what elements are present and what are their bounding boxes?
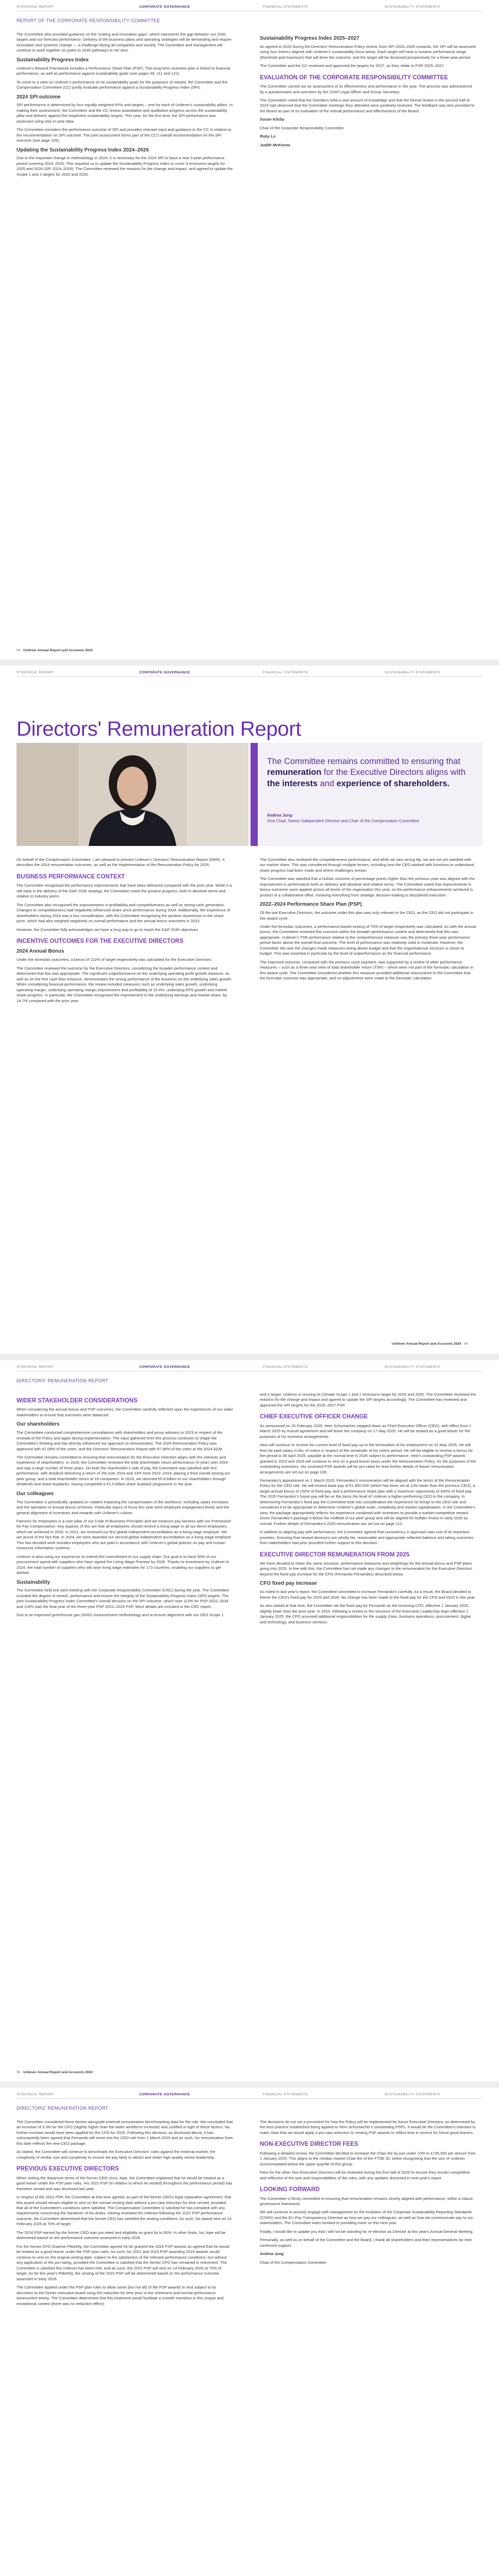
- body-paragraph: As noted in last year's report, the Committee committed to increase Fernando's carefully. As a result, the Board decided to freeze the CEO's fixed pay for 2025 and 2026. No change has been made to the fixed pay for the CFO and CEO in this year.: [260, 1589, 476, 1600]
- report-page-96: [0, 1360, 499, 2081]
- body-paragraph: Hein will continue to receive his current level of fixed pay up to the termination of his employment on 31 May 2025. He will then be paid salary in lieu of notice in respect of the remainder of his notice period. He will be eligible to receive a bonus for the period to 30 April 2025, payable at the normal time in 2026 subject to performance. Hein's outstanding PSP awards granted in 2023 and 2024 will continue to vest on a good-leaver basis under the Remuneration Policy, for the purposes of the outstanding incentives. His unvested PSP awards will be pro-rated for time further details of leaver remuneration arrangements are set out on page 199.: [260, 1443, 476, 1475]
- body-paragraph: Unilever's Reward Framework includes a Performance Share Plan (PSP). This long-term incentive plan is linked to financial performance, as well as performance against sustainability goals (see pages 46, 111 and 122).: [16, 65, 230, 76]
- body-paragraph: For the former CFO Graeme Pitkethly, the Committee agreed he be granted the 2024 PSP awards as agreed that he would be treated as a good leaver under the PSP plan rules. As such, his 2022 and 2023 PSP awarding 2019 awards would continue to vest on the original vesting date, subject to the satisfaction of the relevant performance conditions, but without any application of the pro-rating, provided the Committee is satisfied that the former CFO has remained in retirement. The Committee is satisfied this criterion has been met, and as such, the 2022 PSP will vest on 14 February 2025 at 70% of target. As for this year's Pitkethly, the vesting of the 2023 PSP will be determined based on the performance outcome assessed in early 2026.: [16, 2244, 229, 2281]
- body-paragraph: The Committee is periodically updated on matters impacting the compensation of the workforce, including salary increases and the operation of annual bonus schemes. Particular topics of focus this year were employee engagement levels and the general alignment of incentives and rewards with Unilever's culture.: [16, 1499, 229, 1515]
- section-heading: EVALUATION OF THE CORPORATE RESPONSIBILITY COMMITTEE: [260, 74, 448, 81]
- subheading: Sustainability Progress Index 2025–2027: [260, 36, 359, 41]
- body-paragraph: Chair of the Compensation Committee: [260, 2260, 327, 2265]
- body-paragraph: The Committee is firmly committed to ensuring that remuneration remains closely aligned with performance, within a robust governance framework.: [260, 2196, 473, 2206]
- body-paragraph: Under the formulaic outcomes, a performance-based vesting of 70% of target respectively was calculated. As with the annual bonus, the Committee reviewed this outcome within the broader performance context and determined that this was appropriate. Unilever's TSR performance relative to the comprehensive measure was the primary three-year performance period factor above the overall final outcome. The level of performance was relatively solid to moderate. However, the Committee did note the changes made measures being above budget and that the organisational structure is closer to budget. This was essential in particular by the level of outperformance as the financial performance.: [260, 924, 476, 956]
- body-paragraph: When setting the departure terms of the former CEO Unco Jope, the Committee explained that he would be treated as a good leaver under the PSP plan rules. His 2021 PSP (in relation to which he vested) throughout the performance period) has therefore vested and was disclosed last year.: [16, 2175, 232, 2191]
- body-paragraph: The decisions do not set a precedent for how the Policy will be implemented for future Executive Directors, as determined by the best practice established being applied to Hein Schumacher's outstanding PSPs. It would be the Committee's intention to make clear that we would apply a pro-rata reduction to vesting PSP awards to reflect time in service for future good leavers.: [260, 2120, 476, 2135]
- body-paragraph: The Committee was satisfied that a holistic outcome of percentage points higher than the previous year was aligned with the improvement in performance both on delivery and absolute and relative terms. The Committee noted that improvements in bonus outcomes were applied across all levels of the organisation this year, so the performance enhancements achieved is product of a collaborative effort, involving everything from strategic decision-making to disciplined execution.: [260, 876, 475, 897]
- page-footer: 94 Unilever Annual Report and Accounts 2024: [16, 649, 93, 652]
- report-page-95: [0, 666, 499, 1354]
- nav-sustainability-statements[interactable]: SUSTAINABILITY STATEMENTS: [385, 2093, 440, 2096]
- body-paragraph: and 2 target, Unilever is revising its Climate Scope 1 and 2 emissions target for 2025 and 2026. The Committee reviewed the reasons for the change and impact and agreed to update the SPI targets accordingly. The Committee has reviewed and approved the SPI targets for the 2025–2027 PSP.: [260, 1392, 476, 1408]
- portrait-illustration: [16, 743, 248, 846]
- body-paragraph: Chair of the Corporate Responsibility Committee: [260, 125, 344, 130]
- body-paragraph: The Committee also reviewed the competitiveness performance, and while we saw strong Bp, we are not yet satisfied with our market share. This was considered through multiple lenses, including how the CEO worked with functions to understand share progress had been made and where challenges remain.: [260, 857, 474, 873]
- subheading: Sustainability Progress Index: [16, 57, 89, 63]
- section-heading: INCENTIVE OUTCOMES FOR THE EXECUTIVE DIRECTORS: [16, 938, 184, 945]
- body-paragraph: However, the Committee fully acknowledges we have a long way to go to reach the GAP 2030 objectives.: [16, 927, 199, 932]
- body-paragraph: As agreed in 2023 during the Directors' Remuneration Policy review, from SPI 2024–2026 onwards, the SPI will be assessed using four metrics aligned with Unilever's sustainability focus areas. Each target will have a numeric performance range (threshold and maximum) that will drive the outcome, and the target will be disclosed prospectively for a three-year period.: [260, 44, 476, 60]
- signatory-name: Andrea Jung: [260, 2251, 284, 2257]
- nav-financial-statements[interactable]: FINANCIAL STATEMENTS: [263, 671, 308, 674]
- nav-corporate-governance[interactable]: CORPORATE GOVERNANCE: [139, 1365, 190, 1369]
- body-paragraph: On behalf of the Compensation Committee, I am pleased to present Unilever's Directors' Remuneration Report (DRR). It describes the 2024 remuneration outcomes, as well as the implementation of the Remuneration Policy for 2025.: [16, 857, 225, 868]
- body-paragraph: The Committee held one joint meeting with the Corporate Responsibility Committee (CRC) during the year. The Committee included the degree of stretch, performance and ensure the integrity of the Sustainability Progress Index (SPI) targets. The joint Sustainability Progress Index Committee's overall decision on the SPI outcome, which rose 113% for PSP 2022–2024 and 118% was the final year of the three-year PSP 2022–2024 PSP. More details are included in the CRC report.: [16, 1588, 229, 1609]
- signatory-name: Judith McKenna: [260, 142, 290, 147]
- report-page-97: [0, 2088, 499, 2576]
- body-paragraph: The Committee also provided guidance on the 'scaling and innovation gaps', which represents the gap between our 2030 targets and our forecast performance. Delivery of the business plans and operating strategies will be demanding and require innovation and systemic change — a challenge facing all companies and society. The Committee and management will continue to work together on paths to 2030 pathways to net zero.: [16, 32, 232, 53]
- nav-corporate-governance[interactable]: CORPORATE GOVERNANCE: [139, 5, 190, 9]
- body-paragraph: The Committee conducted comprehensive consultations with shareholders and proxy advisers in 2023 in respect of the renewal of the Policy and again during implementation. The input gathered from this process continues to shape the Committee's thinking and has directly influenced our approach to remuneration. The 2024 Remuneration Policy was approved with 97.09% of the votes, and the Directors' Remuneration Report with 97.96% of the votes at the 2024 AGM.: [16, 1430, 223, 1451]
- page-footer: 96 Unilever Annual Report and Accounts 2024: [16, 2071, 93, 2074]
- body-paragraph: The improved outcome, compared with the previous cycle payment, was supported by a review of other performance measures – such as a three-year view of total shareholder return (TSR) – which were not part of the formulaic calculation in this award cycle. The Committee considered whether this measure provided additional reassurance to the Committee that the formulaic outcome was appropriate, and no adjustments were made to the formulaic calculation.: [260, 959, 474, 981]
- signatory-name: Susan Kilsby: [260, 117, 285, 122]
- body-paragraph: The Committee remains committed to ensuring that remuneration for the Executive Directors aligns with the interests and experience of shareholders. In 2024, the Committee reviewed the total shareholder return performance (5-year) over 2024 and saw a large number of three years. On both the shareholder's side of pay, the Committee was satisfied with this performance, with dividend delivering a return of 3% over 2024 and 33% from 2022–2024, placing it third overall among our peer group, and a total shareholder return of 18 companies. In 2024, we returned €5.8 billion to our shareholders through dividends and share buybacks, having completed a €1.5 billion share buyback programme in the year.: [16, 1454, 230, 1487]
- body-paragraph: Unilever is also using our experience to extend this commitment to our supply chain. Our goal is to have 50% of our procurement spend with suppliers who have signed the Living Wage Promise by 2026. Thanks to investment by Unilever in 2024, the total number of suppliers who will raise living wage estimates for 173 countries, enabling our suppliers to get started.: [16, 1554, 229, 1575]
- body-paragraph: Fees for the other Non-Executive Directors will be reviewed during the first half of 2025 to ensure they remain competitive and reflective of the size and responsibilities of the roles, with any updates disclosed in next year's report.: [260, 2170, 470, 2180]
- nav-sustainability-statements[interactable]: SUSTAINABILITY STATEMENTS: [385, 1365, 440, 1369]
- subheading: 2024 Annual Bonus: [16, 948, 64, 955]
- subheading: Updating the Sustainability Progress Index 2024–2026: [16, 147, 149, 153]
- body-paragraph: Due to an improved greenhouse gas (GHG) measurement methodology and to ensure alignment with our GES Scope 1: [16, 1613, 224, 1618]
- quote-signature: Andrea Jung Vice Chair, Senior Independent Director and Chair of the Compensation Committee: [267, 813, 419, 824]
- nav-strategic-report[interactable]: STRATEGIC REPORT: [16, 2093, 54, 2096]
- subheading: CFO fixed pay increase: [260, 1581, 317, 1587]
- body-paragraph: The Committee noted that the members held a vast amount of knowledge and that the formal review in the second half of 2024 had observed that the Committee meetings they attended were positively received. The feedback was also provided to the Board as part of its evaluation of the overall performance and effectiveness of the Board.: [260, 97, 475, 113]
- body-paragraph: We have decided to retain the same structure, performance measures and weightings for the annual bonus and PSP plans going into 2025. In line with this, the Committee has not made any changes to the remuneration for the Executive Directors beyond the fixed pay increase for the CFO (Fernando Fernandez) described below.: [260, 1561, 472, 1577]
- section-heading: EXECUTIVE DIRECTOR REMUNERATION FROM 2025: [260, 1551, 410, 1558]
- body-paragraph: Personally, as well as on behalf of the Committee and the Board, I thank all shareholders and their representatives for their continued support.: [260, 2238, 472, 2248]
- subheading: 2022–2024 Performance Share Plan (PSP): [260, 902, 362, 908]
- body-paragraph: Finally, I would like to update you that I will not be standing for re-election as Director at this year's Annual General Meeting.: [260, 2229, 474, 2234]
- body-paragraph: The 2024 PSP earned by the former CEO was pro-rated and eligibility on grant by to 50%. In other limits, his Jope will be determined based on the performance outcome assessed in early 2026.: [16, 2230, 226, 2241]
- body-paragraph: We will continue to actively engage with management on the evolution of the Corporate Sustainability Reporting Standards (CSRS) and the EU Pay Transparency Directive as how we pay our colleagues, as well as how we communicate pay to our stakeholders. The Committee looks forward to providing more on this next year.: [260, 2210, 473, 2226]
- chair-portrait: [16, 743, 248, 846]
- left-column: [16, 857, 233, 1007]
- right-column: [260, 2120, 476, 2268]
- subheading: Our shareholders: [16, 1421, 60, 1428]
- subheading: Our colleagues: [16, 1490, 54, 1497]
- nav-strategic-report[interactable]: STRATEGIC REPORT: [16, 1365, 54, 1369]
- section-heading: PREVIOUS EXECUTIVE DIRECTORS: [16, 2166, 119, 2173]
- section-heading: WIDER STAKEHOLDER CONSIDERATIONS: [16, 1398, 138, 1404]
- section-heading: CHIEF EXECUTIVE OFFICER CHANGE: [260, 1414, 368, 1420]
- left-column: [16, 1392, 233, 1621]
- body-paragraph: The Committee considered these factors alongside external remuneration benchmarking data for the role. We concluded that an increase of 3.3% for the CFO (slightly higher than the wider workforce increase) was justified in light of these factors. No further increase would have been applied for the CFO for 2025. Following this decision, as disclosed above, it has subsequently been agreed that Fernando will move into the CEO role from 1 March 2025 and as such, his remuneration from this date reflects the new CEO package.: [16, 2120, 233, 2146]
- right-column: [260, 32, 476, 151]
- nav-corporate-governance[interactable]: CORPORATE GOVERNANCE: [139, 671, 190, 674]
- section-label: DIRECTORS' REMUNERATION REPORT: [16, 1378, 109, 1383]
- section-heading: BUSINESS PERFORMANCE CONTEXT: [16, 873, 125, 880]
- body-paragraph: The Committee also recognised the improvements in profitability and competitiveness as well as strong cash generation. Changes to competitiveness had negatively influenced share price performance during 2024. Additionally, the experience of shareholders during 2024 was a key consideration, with the Committee recognising the positive momentum in the share price, which had also weighed negatively on overall performance and the annual bonus outcomes in 2023.: [16, 902, 230, 924]
- left-column: [16, 2120, 233, 2310]
- body-paragraph: Following a detailed review, the Committee decided to increase the Chair fee by just under 10% to £735,500 per annum from 1 January 2025. This aligns to the median market Chair fee of the FTSE 30, whilst recognising that the size of Unilever accommodated below the upper quartile of this group.: [260, 2150, 476, 2166]
- body-paragraph: As also stated at that time, the Committee set the fixed pay for Fernando as the incoming CFO, effective 1 January 2025, slightly lower than the prior year. In 2024, following a review to the structure of the Executive Leadership team effective 1 January 2025, the CFO assumed additional responsibilities for the supply chain, business operations, procurement, digital and technology, and business services.: [260, 1603, 471, 1624]
- body-paragraph: Of the two Executive Directors, the outcome under this plan was only relevant to the CEO, as the CEO did not participate in this award cycle.: [260, 910, 474, 921]
- body-paragraph: The Committee carried out an assessment of its effectiveness and performance in the year. The process was administered by a questionnaire and overseen by the Chief Legal Officer and Group Secretary.: [260, 84, 472, 94]
- nav-strategic-report[interactable]: STRATEGIC REPORT: [16, 5, 54, 9]
- signatory-name: Ruby Lu: [260, 134, 276, 139]
- body-paragraph: The Committee considers the performance outcome of SPI and provides relevant input and guidance to the CC in relation to the recommendation on SPI outcome. The joint assessment forms part of the CC's overall recommendation on the SPI outcome (see page 105).: [16, 127, 231, 143]
- nav-sustainability-statements[interactable]: SUSTAINABILITY STATEMENTS: [385, 5, 440, 9]
- page-footer: Unilever Annual Report and Accounts 2024 95: [392, 1342, 468, 1346]
- body-paragraph: SPI performance is determined by four equally weighted KPIs and targets – one for each of Unilever's sustainability pillars. In making their assessment, the Committee and the CC review quantitative and qualitative progress across the sustainability pillar and delivery against the respective sustainability targets. This year, for the first time, the SPI performance was assessed using only in-year data.: [16, 103, 233, 124]
- body-paragraph: Due to the important change in methodology in 2024, it is necessary for the 2024 SPI to have a new 3-year performance period covering 2024–2026. This required us to update the Sustainability Progress Index to cover 3 emissions targets for 2025 and 2026 (SPI 2024–2026). The Committee reviewed the reasons for the change and impact, and agreed to update the Scope 1 and 2 targets for 2025 and 2026.: [16, 156, 233, 177]
- body-paragraph: When considering the annual bonus and PSP outcomes, the Committee carefully reflected upon the experiences of our wider stakeholders to ensure that outcomes were balanced.: [16, 1407, 233, 1417]
- section-heading: NON-EXECUTIVE DIRECTOR FEES: [260, 2141, 358, 2148]
- nav-financial-statements[interactable]: FINANCIAL STATEMENTS: [263, 2093, 308, 2096]
- section-heading: LOOKING FORWARD: [260, 2187, 320, 2193]
- body-paragraph: The Committee and the CC reviewed and approved the targets for 2027, as they relate to PSP 2025–2027.: [260, 63, 445, 69]
- body-paragraph: Fernandes's appointment on 1 March 2025, Fernandez's remuneration will be aligned with the terms of the Remuneration Policy for the CEO role. He will receive base pay of €1,850,000 (which has been set at 13% lower than the previous CEO), a target annual bonus of 150% of fixed pay, and a performance share plan with a maximum opportunity of 400% of fixed pay. The 2025 Fernandez's future pay will be on the basis the level of Unilever a higher-performing CEO to the company. In determining Fernandez's fixed pay the Committee took into consideration the experience he brings to the CEO role and considered it to be appropriate to determine Unilever's global scale, complexity and market capitalisation. In the Committee's view, the package appropriately reflects his experience combined with incentives to provide a market-competitive reward. Given Fernandez's package it below the midfield of our peer group and will be aligned for buffalo review in early 2026 as normal. Further details of Fernandez's 2025 remuneration are set out on page 112.: [260, 1478, 475, 1526]
- nav-sustainability-statements[interactable]: SUSTAINABILITY STATEMENTS: [385, 671, 440, 674]
- body-paragraph: The Committee applied under the PSP plan rules to allow some (but not all) of the PSP awards to vest subject to its discretion to the former executive board using the reduction for time prior to the retirement and normal performance assessment timing. The Committee determined that this treatment would facilitate a smooth transition in this unique and exceptional context (there was no reduction effect).: [16, 2285, 224, 2306]
- pull-quote: The Committee remains committed to ensuring that remuneration for the Executive Directors aligns with the interests and experience of shareholders.: [267, 757, 466, 788]
- section-label: REPORT OF THE CORPORATE RESPONSIBILITY COMMITTEE: [16, 18, 160, 23]
- body-paragraph: In addition to aligning pay with performance, the Committee agreed that consistency in approach was one of its important priorities. Ensuring that reward decisions are wholly fair, reasonable and appropriate reflected balance and taking outcomes from stakeholders had prior provided further support to this decision.: [260, 1530, 474, 1546]
- subheading: Sustainability: [16, 1579, 51, 1585]
- body-paragraph: In respect of the 2022 PSP, the Committee at that time agreed, as part of the former CEO's legal separation agreement, that this award should remain eligible to vest on the normal vesting date without a pro-rata reduction for time served, provided that all of the Committee's conditions were satisfied. The Compensation Committee is satisfied he has complied with any requirements concerning the handover of his duties. Having reviewed the criterion following the 2022 PSP performance outcome, the Committee determined that the former CEO has satisfied the vesting conditions. As such, his award vest on 14 February 2025 at 70% of target.: [16, 2195, 232, 2227]
- nav-strategic-report[interactable]: STRATEGIC REPORT: [16, 671, 54, 674]
- subheading: 2024 SPI outcome: [16, 94, 61, 100]
- body-paragraph: Under the formulaic outcomes, a bonus of 122% of target respectively was calculated for the Executive Directors.: [16, 957, 212, 962]
- body-paragraph: As announced on 25 February 2025, Hein Schumacher stepped down as Chief Executive Officer (CEO), with effect from 1 March 2025 by mutual agreement and will leave the company on 17 May 2025. He will be treated as a good leaver for the purposes of his incentive arrangements.: [260, 1423, 471, 1439]
- right-column: [260, 1392, 476, 1628]
- right-column: [260, 857, 476, 985]
- nav-financial-statements[interactable]: FINANCIAL STATEMENTS: [263, 5, 308, 9]
- body-paragraph: The Committee recognised the performance improvements that have been delivered compared with the prior year. While it is still early in the delivery of the GAP 2030 strategy, the Committee noted the positive progress, both in absolute terms and relative to industry peers.: [16, 883, 232, 899]
- section-label: DIRECTORS' REMUNERATION REPORT: [16, 2106, 109, 2111]
- left-column: [16, 32, 233, 180]
- nav-corporate-governance[interactable]: CORPORATE GOVERNANCE: [139, 2093, 190, 2096]
- chair-quote-box: [251, 743, 483, 846]
- report-page-94: [0, 0, 499, 659]
- body-paragraph: As stated, the Committee will continue to benchmark the Executive Directors' roles against the external market, the complexity of similar size and complexity to ensure we pay fairly to attract and retain high-quality senior leadership.: [16, 2149, 215, 2160]
- body-paragraph: Fairness for employees is a core pillar of our Code of Business Principles and we measure pay fairness with our Framework for Fair Compensation. Key aspects of this are that all employees should receive a living wage to all our direct employees, which we achieved in 2020. In 2021, we received our first global independent accreditation as a living wage employer. We are proud of the fact that, in 2024, we were awarded our second global independent accreditation as a living wage employer. This has decided work includes employees who are paid in accordance with Unilever's global policies on pay and human resources information systems.: [16, 1519, 232, 1551]
- page-title: Directors' Remuneration Report: [16, 718, 302, 740]
- body-paragraph: The Committee reviewed the outcome for the Executive Directors, considering the broader performance context and determined that this was appropriate. The significant outperformance on the underlying operating profit growth measure, as well as on the free cash flow measure, demonstrates the strong performance of the business on the underlying sales growth. When considering financial performance, the review included measures such as underlying sales growth, underlying operating margin, underlying operating margin improvement and profitability of 15.4%, underlying EPS growth and market share progress. In particular, the Committee recognised the improvement in the underlying earnings and market share, by 14.7% compared with the prior year.: [16, 965, 232, 1003]
- body-paragraph: To come to a view on Unilever's performance on its sustainability goals for the purposes of reward, the Committee and the Compensation Committee (CC) jointly evaluate performance against a Sustainability Progress Index (SPI).: [16, 79, 228, 90]
- nav-financial-statements[interactable]: FINANCIAL STATEMENTS: [263, 1365, 308, 1369]
